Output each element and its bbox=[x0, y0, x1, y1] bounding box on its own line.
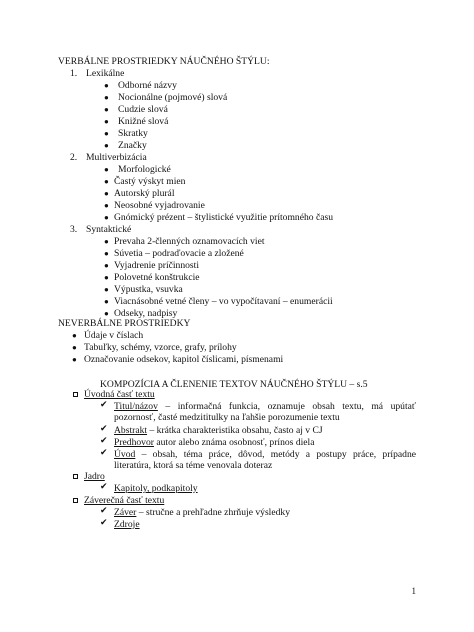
bullet-icon: ● bbox=[104, 201, 109, 210]
part-label-core: Jadro bbox=[84, 471, 105, 482]
term-desc: – stručne a prehľadne zhrňuje výsledky bbox=[136, 507, 290, 518]
bullet-icon: ● bbox=[104, 189, 109, 198]
section-title-nonverbal: NEVERBÁLNE PROSTRIEDKY bbox=[58, 318, 191, 329]
term: Predhovor bbox=[114, 437, 154, 448]
bullet-icon: ● bbox=[72, 355, 77, 364]
group-label-syntactic: Syntaktické bbox=[86, 224, 132, 235]
list-item: Neosobné vyjadrovanie bbox=[114, 200, 205, 211]
list-item: Prevaha 2-členných oznamovacích viet bbox=[114, 236, 265, 247]
list-item: Cudzie slová bbox=[118, 104, 168, 115]
term-desc: autor alebo známa osobnosť, prínos diela bbox=[153, 437, 315, 448]
bullet-icon: ● bbox=[104, 81, 109, 90]
list-item: Častý výskyt mien bbox=[114, 176, 186, 187]
intro-item-foreword bbox=[114, 437, 314, 448]
bullet-icon: ● bbox=[104, 249, 109, 258]
intro-item-abstract bbox=[114, 425, 323, 436]
intro-item-title bbox=[114, 401, 416, 423]
page-number: 1 bbox=[411, 586, 416, 596]
bullet-icon: ● bbox=[104, 165, 109, 174]
bullet-icon: ● bbox=[104, 105, 109, 114]
list-item: Autorský plurál bbox=[114, 188, 175, 199]
list-item: Odseky, nadpisy bbox=[114, 308, 178, 319]
term-desc: – krátka charakteristika obsahu, často aj v CJ bbox=[147, 425, 323, 436]
list-number: 3. bbox=[70, 224, 78, 235]
checkmark-icon: ✔ bbox=[100, 400, 108, 410]
bullet-icon: ● bbox=[104, 213, 109, 222]
checkmark-icon: ✔ bbox=[100, 436, 108, 446]
checkmark-icon: ✔ bbox=[100, 482, 108, 492]
bullet-icon: ● bbox=[104, 273, 109, 282]
term-desc: – informačná funkcia, oznamuje obsah textu, má upútať pozornosť, časté medzititulky na ľahšie porozumenie textu bbox=[114, 401, 416, 423]
list-number: 2. bbox=[70, 152, 78, 163]
list-item: Polovetné konštrukcie bbox=[114, 272, 200, 283]
bullet-icon: ● bbox=[72, 343, 77, 352]
list-item: Gnómický prézent – štylistické využitie prítomného času bbox=[114, 212, 334, 223]
list-item: Tabuľky, schémy, vzorce, grafy, prílohy bbox=[84, 342, 237, 353]
core-item-chapters: Kapitoly, podkapitoly bbox=[114, 483, 198, 494]
intro-item-introduction bbox=[114, 449, 416, 471]
part-label-intro: Úvodná časť textu bbox=[84, 389, 155, 400]
conclusion-item-sources: Zdroje bbox=[114, 519, 140, 530]
bullet-icon: ● bbox=[104, 285, 109, 294]
bullet-icon: ● bbox=[104, 93, 109, 102]
list-item: Knižné slová bbox=[118, 116, 169, 127]
list-item: Nocionálne (pojmové) slová bbox=[118, 92, 228, 103]
bullet-icon: ● bbox=[104, 261, 109, 270]
group-label-multiverb: Multiverbizácia bbox=[86, 152, 147, 163]
square-bullet-icon bbox=[73, 392, 78, 397]
group-label-lexical: Lexikálne bbox=[86, 68, 125, 79]
term: Abstrakt bbox=[114, 425, 148, 436]
checkmark-icon: ✔ bbox=[100, 448, 108, 458]
list-item: Viacnásobné vetné členy – vo vypočítavaní – enumerácii bbox=[114, 296, 333, 307]
bullet-icon: ● bbox=[104, 129, 109, 138]
list-item: Morfologické bbox=[118, 164, 171, 175]
conclusion-item-summary bbox=[114, 507, 290, 518]
term: Úvod bbox=[114, 449, 136, 460]
term-desc: – obsah, téma práce, dôvod, metódy a postupy práce, prípadne literatúra, ktorá sa téme venovala doteraz bbox=[114, 449, 416, 471]
checkmark-icon: ✔ bbox=[100, 506, 108, 516]
list-item: Vyjadrenie príčinnosti bbox=[114, 260, 199, 271]
part-label-conclusion: Záverečná časť textu bbox=[84, 495, 165, 506]
bullet-icon: ● bbox=[72, 331, 77, 340]
bullet-icon: ● bbox=[104, 117, 109, 126]
list-item: Značky bbox=[118, 140, 147, 151]
bullet-icon: ● bbox=[104, 297, 109, 306]
section-title-composition: KOMPOZÍCIA A ČLENENIE TEXTOV NÁUČNÉHO ŠTÝLU – s.5 bbox=[100, 379, 368, 390]
section-title-verbal: VERBÁLNE PROSTRIEDKY NÁUČNÉHO ŠTÝLU: bbox=[58, 56, 270, 67]
square-bullet-icon bbox=[73, 474, 78, 479]
list-item: Súvetia – podraďovacie a zložené bbox=[114, 248, 244, 259]
term: Záver bbox=[114, 507, 137, 518]
checkmark-icon: ✔ bbox=[100, 424, 108, 434]
bullet-icon: ● bbox=[104, 309, 109, 318]
square-bullet-icon bbox=[73, 498, 78, 503]
bullet-icon: ● bbox=[104, 141, 109, 150]
list-item: Odborné názvy bbox=[118, 80, 177, 91]
list-number: 1. bbox=[70, 68, 78, 79]
bullet-icon: ● bbox=[104, 177, 109, 186]
list-item: Označovanie odsekov, kapitol číslicami, písmenami bbox=[84, 354, 284, 365]
checkmark-icon: ✔ bbox=[100, 518, 108, 528]
bullet-icon: ● bbox=[104, 237, 109, 246]
list-item: Skratky bbox=[118, 128, 148, 139]
term: Titul/názov bbox=[114, 401, 158, 412]
list-item: Výpustka, vsuvka bbox=[114, 284, 183, 295]
list-item: Údaje v číslach bbox=[84, 330, 144, 341]
